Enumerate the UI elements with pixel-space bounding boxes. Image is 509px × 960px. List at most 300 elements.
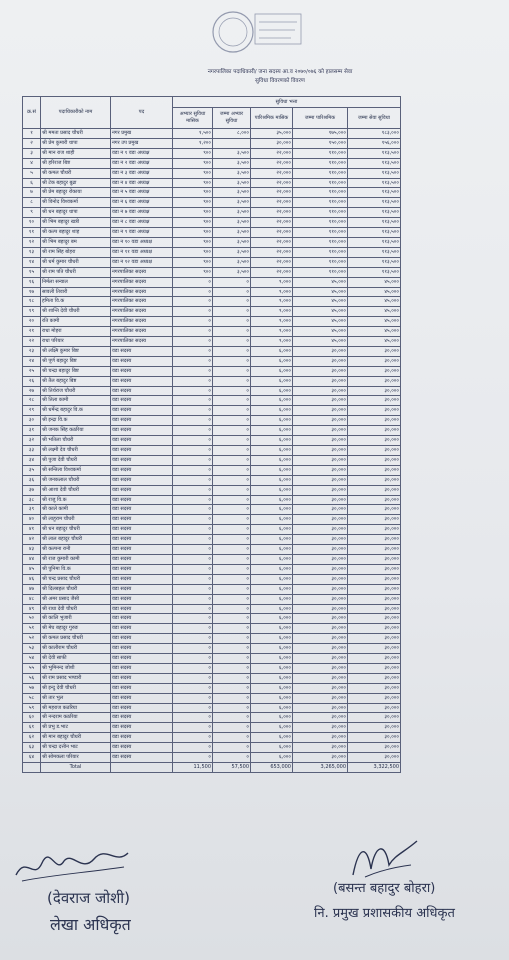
cell-e: ११३,५०० <box>348 188 401 198</box>
cell-d: ३०,००० <box>293 416 348 426</box>
cell-d: ३०,००० <box>293 475 348 485</box>
cell-post: वडा सदस्य <box>111 604 173 614</box>
cell-sn: १६ <box>23 277 41 287</box>
cell-sn: २० <box>23 317 41 327</box>
cell-e: ३०,००० <box>348 624 401 634</box>
cell-c: ९,००० <box>251 297 293 307</box>
cell-sn: २४ <box>23 356 41 366</box>
cell-b: ० <box>213 277 251 287</box>
cell-d: ३०,००० <box>293 554 348 564</box>
cell-sn: ३ <box>23 148 41 158</box>
cell-name: श्री लाहुराम चौधरी <box>41 515 111 525</box>
cell-c: ९,००० <box>251 287 293 297</box>
cell-name: श्री तार भुल <box>41 693 111 703</box>
cell-e: ३०,००० <box>348 743 401 753</box>
cell-c: २२,००० <box>251 237 293 247</box>
cell-sn: ९ <box>23 208 41 218</box>
cell-a: ० <box>173 416 213 426</box>
cell-name: श्री मान बहादुर चौधरी <box>41 733 111 743</box>
cell-name: श्री कल्प बहादुर शाह <box>41 228 111 238</box>
cell-c: ६,००० <box>251 733 293 743</box>
cell-c: ६,००० <box>251 396 293 406</box>
table-row <box>23 505 401 515</box>
cell-d: ३०,००० <box>293 386 348 396</box>
total-label: Total <box>41 763 111 773</box>
cell-e: ४५,००० <box>348 327 401 337</box>
cell-b: ३,५०० <box>213 228 251 238</box>
cell-sn: ५९ <box>23 703 41 713</box>
cell-sn: ४४ <box>23 554 41 564</box>
cell-a: ० <box>173 277 213 287</box>
cell-d: ३०,००० <box>293 465 348 475</box>
cell-name: श्री भतिला चौधरी <box>41 436 111 446</box>
cell-d: १५०,००० <box>293 138 348 148</box>
document-heading-line1: नगरपालिका पदाधिकारी/ जना सदस्य आ.व २०७०/०७६ को हालसम्म सेवा <box>207 69 353 75</box>
cell-name: श्री राज कुमारी कामी <box>41 554 111 564</box>
cell-c: ६,००० <box>251 346 293 356</box>
cell-d: ११०,००० <box>293 267 348 277</box>
cell-post: वडा सदस्य <box>111 743 173 753</box>
cell-sn: ५१ <box>23 624 41 634</box>
cell-a: ० <box>173 327 213 337</box>
cell-b: ० <box>213 446 251 456</box>
cell-d: ३०,००० <box>293 614 348 624</box>
cell-name: श्री तिला कामी <box>41 396 111 406</box>
cell-e: ३०,००० <box>348 465 401 475</box>
cell-d: ३०,००० <box>293 644 348 654</box>
cell-sn: ६० <box>23 713 41 723</box>
table-row <box>23 446 401 456</box>
cell-sn: १७ <box>23 287 41 297</box>
table-row <box>23 475 401 485</box>
table-row <box>23 386 401 396</box>
cell-sn: ३० <box>23 416 41 426</box>
cell-post: नगर उप प्रमुख <box>111 138 173 148</box>
cell-b: ० <box>213 515 251 525</box>
cell-name: श्री चन्द्र प्रसाद चौधरी <box>41 574 111 584</box>
cell-post: वडा न १ वडा अध्यक्ष <box>111 148 173 158</box>
cell-a: ० <box>173 703 213 713</box>
cell-b: ० <box>213 307 251 317</box>
cell-name: श्री मेघ बहादुर गुरुङ <box>41 624 111 634</box>
cell-e: ११३,५०० <box>348 208 401 218</box>
table-row <box>23 604 401 614</box>
cell-a: ० <box>173 346 213 356</box>
col-sn-header: क्र.सं <box>23 97 41 129</box>
cell-post: वडा सदस्य <box>111 564 173 574</box>
cell-e: ३०,००० <box>348 753 401 763</box>
cell-post: वडा सदस्य <box>111 346 173 356</box>
cell-sn: ५० <box>23 614 41 624</box>
cell-e: ३०,००० <box>348 663 401 673</box>
cell-post: वडा सदस्य <box>111 446 173 456</box>
cell-a: ० <box>173 396 213 406</box>
cell-post: वडा सदस्य <box>111 416 173 426</box>
cell-a: ९०० <box>173 178 213 188</box>
cell-b: ० <box>213 713 251 723</box>
cell-sn: २ <box>23 138 41 148</box>
cell-b: ० <box>213 525 251 535</box>
cell-a: ० <box>173 634 213 644</box>
cell-d: ३०,००० <box>293 713 348 723</box>
cell-a: ० <box>173 436 213 446</box>
cell-b: ३,५०० <box>213 208 251 218</box>
cell-e: ३०,००० <box>348 356 401 366</box>
cell-e: ३०,००० <box>348 614 401 624</box>
col-name-header: पदाधिकारीको नाम <box>41 97 111 129</box>
cell-e: ३०,००० <box>348 525 401 535</box>
cell-e: ३०,००० <box>348 574 401 584</box>
cell-name: निर्मला सन्याल <box>41 277 111 287</box>
cell-c: ३०,००० <box>251 138 293 148</box>
cell-d: ४५,००० <box>293 327 348 337</box>
cell-name: श्री प्रेम बहादुर रोकाया <box>41 188 111 198</box>
cell-post: वडा सदस्य <box>111 525 173 535</box>
cell-name: श्री हरिराज बिष्ट <box>41 158 111 168</box>
cell-c: २२,००० <box>251 148 293 158</box>
cell-b: ० <box>213 545 251 555</box>
cell-sn: ४२ <box>23 535 41 545</box>
cell-d: ३०,००० <box>293 703 348 713</box>
cell-c: ६,००० <box>251 713 293 723</box>
cell-name: श्री जनकलाल चौधरी <box>41 475 111 485</box>
cell-post: नगरपालिका सदस्य <box>111 337 173 347</box>
table-row <box>23 495 401 505</box>
table-row <box>23 426 401 436</box>
cell-e: ३०,००० <box>348 495 401 505</box>
cell-sn: १ <box>23 129 41 139</box>
cell-post: वडा सदस्य <box>111 426 173 436</box>
cell-name: श्री राधा देवी चौधरी <box>41 604 111 614</box>
table-row <box>23 396 401 406</box>
total-e: 3,322,500 <box>348 763 401 773</box>
table-row <box>23 406 401 416</box>
cell-post: वडा सदस्य <box>111 545 173 555</box>
cell-sn: २८ <box>23 396 41 406</box>
cell-e: ३०,००० <box>348 644 401 654</box>
cell-b: ० <box>213 327 251 337</box>
cell-sn: ६ <box>23 178 41 188</box>
cell-b: ० <box>213 663 251 673</box>
table-row <box>23 317 401 327</box>
table-row <box>23 208 401 218</box>
total-blank <box>23 763 41 773</box>
cell-c: ६,००० <box>251 703 293 713</box>
cell-a: ० <box>173 366 213 376</box>
cell-b: ० <box>213 604 251 614</box>
cell-c: ६,००० <box>251 446 293 456</box>
cell-sn: १२ <box>23 237 41 247</box>
cell-post: वडा सदस्य <box>111 683 173 693</box>
table-row <box>23 129 401 139</box>
cell-post: वडा सदस्य <box>111 475 173 485</box>
group-header: सुविधा भत्ता <box>173 97 401 108</box>
cell-b: ० <box>213 287 251 297</box>
cell-d: ३०,००० <box>293 426 348 436</box>
cell-b: ३,५०० <box>213 257 251 267</box>
cell-sn: ३७ <box>23 485 41 495</box>
cell-d: ३०,००० <box>293 654 348 664</box>
cell-e: ३०,००० <box>348 713 401 723</box>
cell-name: श्री पुजा देवी चौधरी <box>41 455 111 465</box>
cell-sn: ४६ <box>23 574 41 584</box>
cell-d: ११०,००० <box>293 257 348 267</box>
cell-sn: ६२ <box>23 733 41 743</box>
cell-post: वडा सदस्य <box>111 406 173 416</box>
cell-b: ० <box>213 396 251 406</box>
cell-b: ० <box>213 693 251 703</box>
cell-a: ९०० <box>173 188 213 198</box>
cell-name: श्री ममता प्रसाद चौधरी <box>41 129 111 139</box>
cell-c: २२,००० <box>251 168 293 178</box>
cell-d: ११०,००० <box>293 148 348 158</box>
cell-c: २२,००० <box>251 247 293 257</box>
cell-b: ० <box>213 436 251 446</box>
cell-c: ६,००० <box>251 554 293 564</box>
total-blank-post <box>111 763 173 773</box>
table-row <box>23 634 401 644</box>
cell-c: ९,००० <box>251 277 293 287</box>
cell-e: ३०,००० <box>348 455 401 465</box>
cell-post: वडा सदस्य <box>111 634 173 644</box>
total-d: 3,265,000 <box>293 763 348 773</box>
cell-sn: ५२ <box>23 634 41 644</box>
cell-b: ० <box>213 337 251 347</box>
cell-d: ३०,००० <box>293 683 348 693</box>
cell-e: ३०,००० <box>348 515 401 525</box>
cell-e: ३०,००० <box>348 446 401 456</box>
cell-a: ० <box>173 337 213 347</box>
table-row <box>23 743 401 753</box>
cell-c: २२,००० <box>251 218 293 228</box>
cell-b: ० <box>213 426 251 436</box>
cell-post: वडा सदस्य <box>111 574 173 584</box>
cell-name: श्री कमल प्रसाद चौधरी <box>41 634 111 644</box>
table-row <box>23 307 401 317</box>
cell-d: ११०,००० <box>293 188 348 198</box>
cell-a: ० <box>173 475 213 485</box>
cell-e: ११३,५०० <box>348 148 401 158</box>
cell-name: श्री इन्द्रा वि.क <box>41 416 111 426</box>
cell-a: ० <box>173 287 213 297</box>
cell-e: ३०,००० <box>348 654 401 664</box>
cell-e: १५६,००० <box>348 138 401 148</box>
cell-name: श्री शान्ति देवी चौधरी <box>41 307 111 317</box>
cell-a: ० <box>173 495 213 505</box>
cell-c: ६,००० <box>251 654 293 664</box>
cell-name: श्री काले कामी <box>41 505 111 515</box>
cell-c: ६,००० <box>251 356 293 366</box>
cell-name: श्री चन्द्रा बहादुर बिष्ट <box>41 366 111 376</box>
cell-c: २२,००० <box>251 228 293 238</box>
cell-c: ६,००० <box>251 386 293 396</box>
cell-d: ३०,००० <box>293 723 348 733</box>
cell-d: ११०,००० <box>293 158 348 168</box>
cell-a: ० <box>173 465 213 475</box>
table-row <box>23 624 401 634</box>
cell-b: ० <box>213 644 251 654</box>
table-row <box>23 564 401 574</box>
cell-a: ० <box>173 723 213 733</box>
cell-d: ३०,००० <box>293 753 348 763</box>
total-c: 653,000 <box>251 763 293 773</box>
table-row <box>23 376 401 386</box>
cell-name: श्री मान राज शाही <box>41 148 111 158</box>
cell-a: ० <box>173 604 213 614</box>
cell-e: ३०,००० <box>348 693 401 703</box>
cell-e: ३०,००० <box>348 406 401 416</box>
cell-c: २२,००० <box>251 178 293 188</box>
cell-e: ४५,००० <box>348 287 401 297</box>
cell-d: ३०,००० <box>293 356 348 366</box>
cell-b: ० <box>213 584 251 594</box>
cell-c: ६,००० <box>251 426 293 436</box>
cell-a: ० <box>173 673 213 683</box>
cell-name: रति कामी <box>41 317 111 327</box>
col-c-header: पारिश्रमिक मासिक <box>251 108 293 129</box>
cell-d: ३०,००० <box>293 574 348 584</box>
cell-sn: १५ <box>23 267 41 277</box>
cell-b: ३,५०० <box>213 198 251 208</box>
table-row <box>23 356 401 366</box>
cell-b: ० <box>213 376 251 386</box>
table-row <box>23 465 401 475</box>
cell-e: ३०,००० <box>348 436 401 446</box>
cell-name: श्री पूर्ण बहादुर बिष्ट <box>41 356 111 366</box>
table-row <box>23 525 401 535</box>
cell-c: ३५,००० <box>251 129 293 139</box>
cell-d: ४५,००० <box>293 287 348 297</box>
cell-sn: १० <box>23 218 41 228</box>
cell-sn: ५३ <box>23 644 41 654</box>
cell-name: श्री तिर्थराज चौधरी <box>41 386 111 396</box>
cell-c: ६,००० <box>251 465 293 475</box>
cell-e: ४५,००० <box>348 337 401 347</box>
signatory-left-title: लेखा अधिकृत <box>50 915 131 934</box>
cell-b: ० <box>213 654 251 664</box>
cell-e: ३०,००० <box>348 396 401 406</box>
cell-c: २२,००० <box>251 208 293 218</box>
cell-d: ३०,००० <box>293 346 348 356</box>
cell-b: ० <box>213 594 251 604</box>
cell-a: ० <box>173 683 213 693</box>
cell-post: वडा सदस्य <box>111 436 173 446</box>
cell-post: नगर प्रमुख <box>111 129 173 139</box>
cell-c: ६,००० <box>251 505 293 515</box>
cell-b: ० <box>213 356 251 366</box>
table-row <box>23 416 401 426</box>
signatory-left-name: (देवराज जोशी) <box>47 889 131 907</box>
cell-post: नगरपालिका सदस्य <box>111 327 173 337</box>
cell-post: वडा न १२ वडा अध्यक्ष <box>111 257 173 267</box>
cell-c: ६,००० <box>251 614 293 624</box>
table-row <box>23 178 401 188</box>
cell-sn: १३ <box>23 247 41 257</box>
cell-post: वडा सदस्य <box>111 465 173 475</box>
cell-name: श्री प्रेम कुमारी थापा <box>41 138 111 148</box>
cell-e: ११३,५०० <box>348 158 401 168</box>
cell-d: ३०,००० <box>293 743 348 753</box>
cell-d: ३०,००० <box>293 564 348 574</box>
cell-sn: २२ <box>23 337 41 347</box>
cell-b: ३,५०० <box>213 168 251 178</box>
cell-e: ११३,५०० <box>348 247 401 257</box>
cell-a: ० <box>173 485 213 495</box>
table-row <box>23 337 401 347</box>
cell-post: वडा सदस्य <box>111 584 173 594</box>
cell-sn: १९ <box>23 307 41 317</box>
cell-name: श्री राम सिंह बोहरा <box>41 247 111 257</box>
cell-post: वडा न ८ वडा अध्यक्ष <box>111 218 173 228</box>
table-row <box>23 574 401 584</box>
cell-d: ४५,००० <box>293 317 348 327</box>
cell-sn: ३२ <box>23 436 41 446</box>
cell-name: श्री धन बहादुर चौधरी <box>41 525 111 535</box>
cell-post: वडा सदस्य <box>111 455 173 465</box>
cell-sn: २९ <box>23 406 41 416</box>
cell-d: ३०,००० <box>293 505 348 515</box>
cell-b: ० <box>213 703 251 713</box>
table-row <box>23 198 401 208</box>
cell-c: ६,००० <box>251 545 293 555</box>
cell-c: ६,००० <box>251 743 293 753</box>
cell-a: ० <box>173 406 213 416</box>
cell-name: श्री भिम बहादुर बम <box>41 237 111 247</box>
cell-e: ३०,००० <box>348 485 401 495</box>
cell-d: ३०,००० <box>293 584 348 594</box>
cell-e: ११३,५०० <box>348 178 401 188</box>
cell-sn: ४१ <box>23 525 41 535</box>
signature-left <box>12 845 132 890</box>
cell-e: ११३,५०० <box>348 198 401 208</box>
cell-c: ६,००० <box>251 455 293 465</box>
cell-sn: ४९ <box>23 604 41 614</box>
cell-post: वडा न ६ वडा अध्यक्ष <box>111 198 173 208</box>
cell-e: ३०,००० <box>348 634 401 644</box>
cell-b: ० <box>213 753 251 763</box>
cell-d: ३०,००० <box>293 624 348 634</box>
cell-a: १,२०० <box>173 138 213 148</box>
cell-e: ३०,००० <box>348 594 401 604</box>
cell-name: श्री लाल बहादुर चौधरी <box>41 535 111 545</box>
col-post-header: पद <box>111 97 173 129</box>
cell-b: ० <box>213 465 251 475</box>
cell-post: वडा सदस्य <box>111 644 173 654</box>
cell-post: वडा न ४ वडा अध्यक्ष <box>111 178 173 188</box>
cell-d: ११०,००० <box>293 228 348 238</box>
cell-e: ३०,००० <box>348 733 401 743</box>
cell-d: ३०,००० <box>293 634 348 644</box>
cell-e: ३०,००० <box>348 416 401 426</box>
cell-sn: ४७ <box>23 584 41 594</box>
table-row <box>23 158 401 168</box>
cell-b: ० <box>213 554 251 564</box>
cell-name: श्री नन्दराम कठरिया <box>41 713 111 723</box>
cell-c: २२,००० <box>251 257 293 267</box>
cell-sn: ३३ <box>23 446 41 456</box>
cell-a: ० <box>173 743 213 753</box>
cell-post: वडा सदस्य <box>111 356 173 366</box>
cell-e: ३०,००० <box>348 376 401 386</box>
cell-a: ९०० <box>173 158 213 168</box>
cell-b: ० <box>213 485 251 495</box>
cell-sn: २१ <box>23 327 41 337</box>
cell-a: १,५०० <box>173 129 213 139</box>
cell-c: ६,००० <box>251 574 293 584</box>
cell-e: ३०,००० <box>348 683 401 693</box>
cell-b: ० <box>213 346 251 356</box>
cell-name: श्री लक्ष्मि कुमार बिष्ट <box>41 346 111 356</box>
